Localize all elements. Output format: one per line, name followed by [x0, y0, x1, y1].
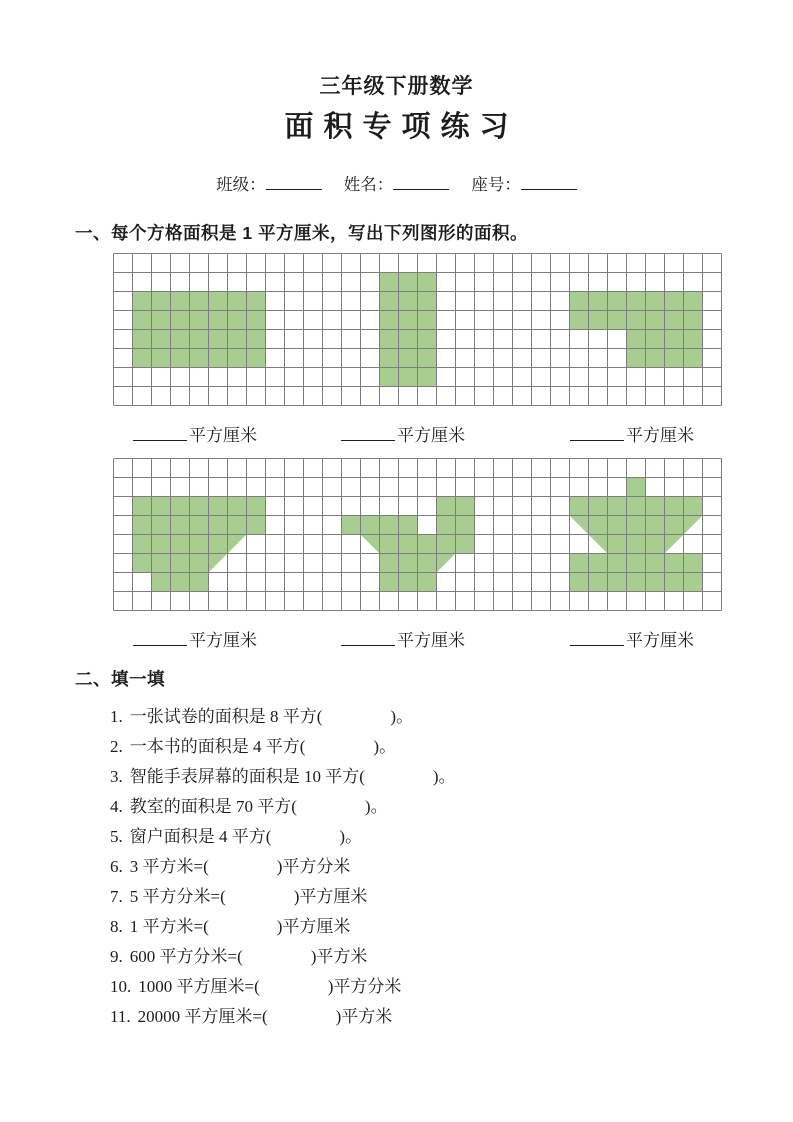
item-number: 9. [110, 947, 123, 966]
answer-blank [570, 438, 624, 441]
area-answer-1 [133, 421, 257, 446]
item-text: )。 [364, 797, 388, 816]
unit-label: 平方厘米 [397, 426, 465, 445]
course-title: 三年级下册数学 [319, 75, 474, 98]
item-text: 3 平方米=( [129, 857, 209, 876]
area-answer-6 [570, 626, 694, 651]
item-number: 4. [110, 797, 123, 816]
answer-row-2 [113, 626, 721, 652]
item-text: 5 平方分米=( [129, 887, 226, 906]
grid-figure-2 [113, 458, 722, 611]
class-blank [266, 187, 322, 190]
fill-in-list [110, 702, 757, 1032]
item-text: )平方米 [310, 947, 368, 966]
student-info-row [0, 171, 793, 195]
section2-heading: 二、填一填 [75, 669, 165, 689]
item-text: )。 [432, 767, 456, 786]
grid-figure-1 [113, 253, 722, 406]
name-field [344, 175, 450, 194]
answer-blank [570, 643, 624, 646]
item-text: 教室的面积是 70 平方( [129, 797, 297, 816]
grid-1 [113, 253, 722, 406]
item-number: 1. [110, 707, 123, 726]
item-text: )。 [339, 827, 363, 846]
item-text: )平方厘米 [276, 917, 351, 936]
answer-blank [341, 643, 395, 646]
fill-item-6 [110, 852, 757, 882]
fill-item-10 [110, 972, 757, 1002]
item-text: 智能手表屏幕的面积是 10 平方( [129, 767, 365, 786]
item-number: 8. [110, 917, 123, 936]
area-answer-4 [133, 626, 257, 651]
item-number: 11. [110, 1007, 131, 1026]
item-text: 1000 平方厘米=( [138, 977, 260, 996]
fill-item-9 [110, 942, 757, 972]
item-text: 一本书的面积是 4 平方( [129, 737, 306, 756]
name-label: 姓名： [343, 175, 394, 194]
fill-item-3 [110, 762, 757, 792]
item-text: )平方分米 [276, 857, 351, 876]
fill-item-5 [110, 822, 757, 852]
area-answer-5 [341, 626, 465, 651]
fill-item-2 [110, 732, 757, 762]
unit-label: 平方厘米 [626, 631, 694, 650]
item-text: )。 [373, 737, 397, 756]
fill-item-8 [110, 912, 757, 942]
answer-blank [341, 438, 395, 441]
item-text: )平方厘米 [293, 887, 368, 906]
item-number: 6. [110, 857, 123, 876]
fill-item-1 [110, 702, 757, 732]
unit-label: 平方厘米 [626, 426, 694, 445]
answer-row-1 [113, 421, 721, 447]
item-text: )。 [390, 707, 414, 726]
item-text: 一张试卷的面积是 8 平方( [129, 707, 323, 726]
seat-field [471, 175, 577, 194]
item-number: 3. [110, 767, 123, 786]
fill-item-11 [110, 1002, 757, 1032]
area-answer-3 [570, 421, 694, 446]
seat-blank [521, 187, 577, 190]
item-text: 窗户面积是 4 平方( [129, 827, 272, 846]
answer-blank [133, 438, 187, 441]
item-text: 600 平方分米=( [129, 947, 243, 966]
name-blank [393, 187, 449, 190]
area-answer-2 [341, 421, 465, 446]
polygon-zigzag [342, 497, 475, 592]
item-text: 1 平方米=( [129, 917, 209, 936]
class-field [216, 175, 322, 194]
unit-label: 平方厘米 [189, 631, 257, 650]
polygon-flag [133, 497, 266, 592]
grid-2 [113, 458, 722, 611]
fill-item-4 [110, 792, 757, 822]
item-number: 2. [110, 737, 123, 756]
item-text: )平方米 [335, 1007, 393, 1026]
class-label: 班级： [216, 175, 266, 194]
item-number: 5. [110, 827, 123, 846]
seat-label: 座号： [471, 175, 521, 194]
unit-label: 平方厘米 [189, 426, 257, 445]
answer-blank [133, 643, 187, 646]
item-number: 10. [110, 977, 132, 996]
item-number: 7. [110, 887, 123, 906]
fill-item-7 [110, 882, 757, 912]
worksheet-title: 面积专项练习 [284, 111, 519, 143]
unit-label: 平方厘米 [397, 631, 465, 650]
section1-heading: 一、每个方格面积是 1 平方厘米，写出下列图形的面积。 [75, 223, 528, 243]
item-text: 20000 平方厘米=( [137, 1007, 268, 1026]
item-text: )平方分米 [327, 977, 402, 996]
